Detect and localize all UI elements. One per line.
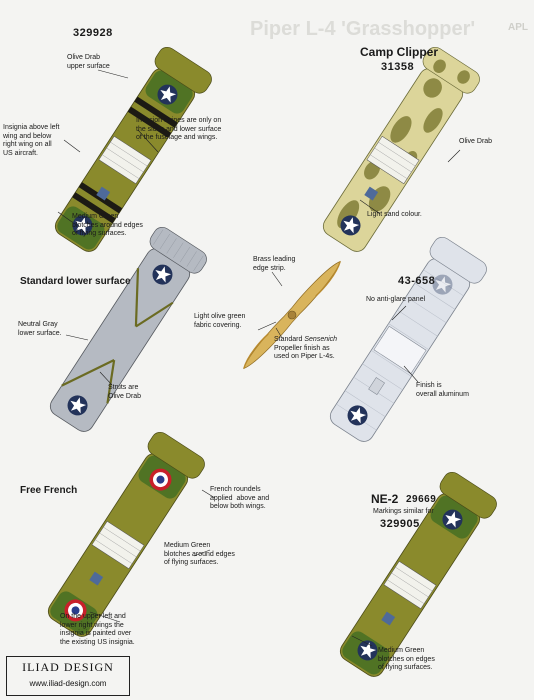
note-sensenich-3: Propeller finish as used on Piper L-4s. (274, 344, 335, 360)
header-title: Piper L-4 'Grasshopper' (250, 18, 476, 40)
note-neutral-gray: Neutral Gray lower surface. (18, 321, 62, 337)
brand-name: ILIAD DESIGN (22, 660, 114, 674)
note-upper-insignia: On the upper left and lower right wings the insignia is painted over the existing US insignia. (60, 613, 135, 646)
aircraft-camp-clipper (314, 44, 483, 259)
aircraft-standard-lower (41, 224, 210, 439)
brand-box (6, 656, 130, 696)
note-light-sand: Light sand colour. (367, 211, 422, 218)
note-olive-upper: Olive Drab upper surface (67, 54, 110, 70)
serial-43-658: 43-658 (398, 275, 436, 287)
note-medium-green-1: Medium Green blotches around edges of flying surfaces. (72, 213, 143, 237)
note-medium-green-5: Medium Green blotches around edges of flying surfaces. (164, 542, 235, 566)
note-sensenich (274, 336, 337, 362)
title-standard-lower: Standard lower surface (20, 276, 131, 287)
note-brass-strip: Brass leading edge strip. (253, 256, 296, 272)
note-insignia: Insignia above left wing and below right wing on all US aircraft. (3, 124, 60, 157)
note-sensenich-2: Sensenich (304, 336, 338, 343)
note-olive-drab: Olive Drab (459, 138, 493, 145)
note-struts: Struts are Olive Drab (108, 384, 142, 400)
title-free-french: Free French (20, 485, 78, 496)
header-hint: APL (508, 22, 528, 33)
note-aluminum: Finish is overall aluminum (416, 382, 469, 398)
note-sensenich-1: Standard (274, 336, 303, 343)
serial-31358: 31358 (381, 61, 415, 73)
serial-329905: 329905 (380, 518, 420, 530)
note-french-roundels: French roundels applied above and below both wings. (210, 486, 270, 510)
note-fabric: Light olive green fabric covering. (194, 313, 246, 329)
note-markings-similar: Markings similar for (373, 508, 434, 515)
note-no-glare: No anti-glare panel (366, 296, 426, 303)
note-medium-green-6: Medium Green blotches on edges of flying surfaces. (378, 647, 435, 671)
serial-329928: 329928 (73, 27, 113, 39)
aircraft-free-french (39, 429, 208, 644)
name-camp-clipper: Camp Clipper (360, 45, 439, 59)
brand-url: www.iliad-design.com (29, 679, 107, 688)
code-ne-2: NE-2 (371, 492, 399, 506)
note-invasion-stripes: Invasion stripes are only on the sides and lower surface of the fuselage and wings. (136, 117, 222, 141)
serial-29669: 29669 (406, 494, 437, 505)
aircraft-43-658 (321, 234, 490, 449)
